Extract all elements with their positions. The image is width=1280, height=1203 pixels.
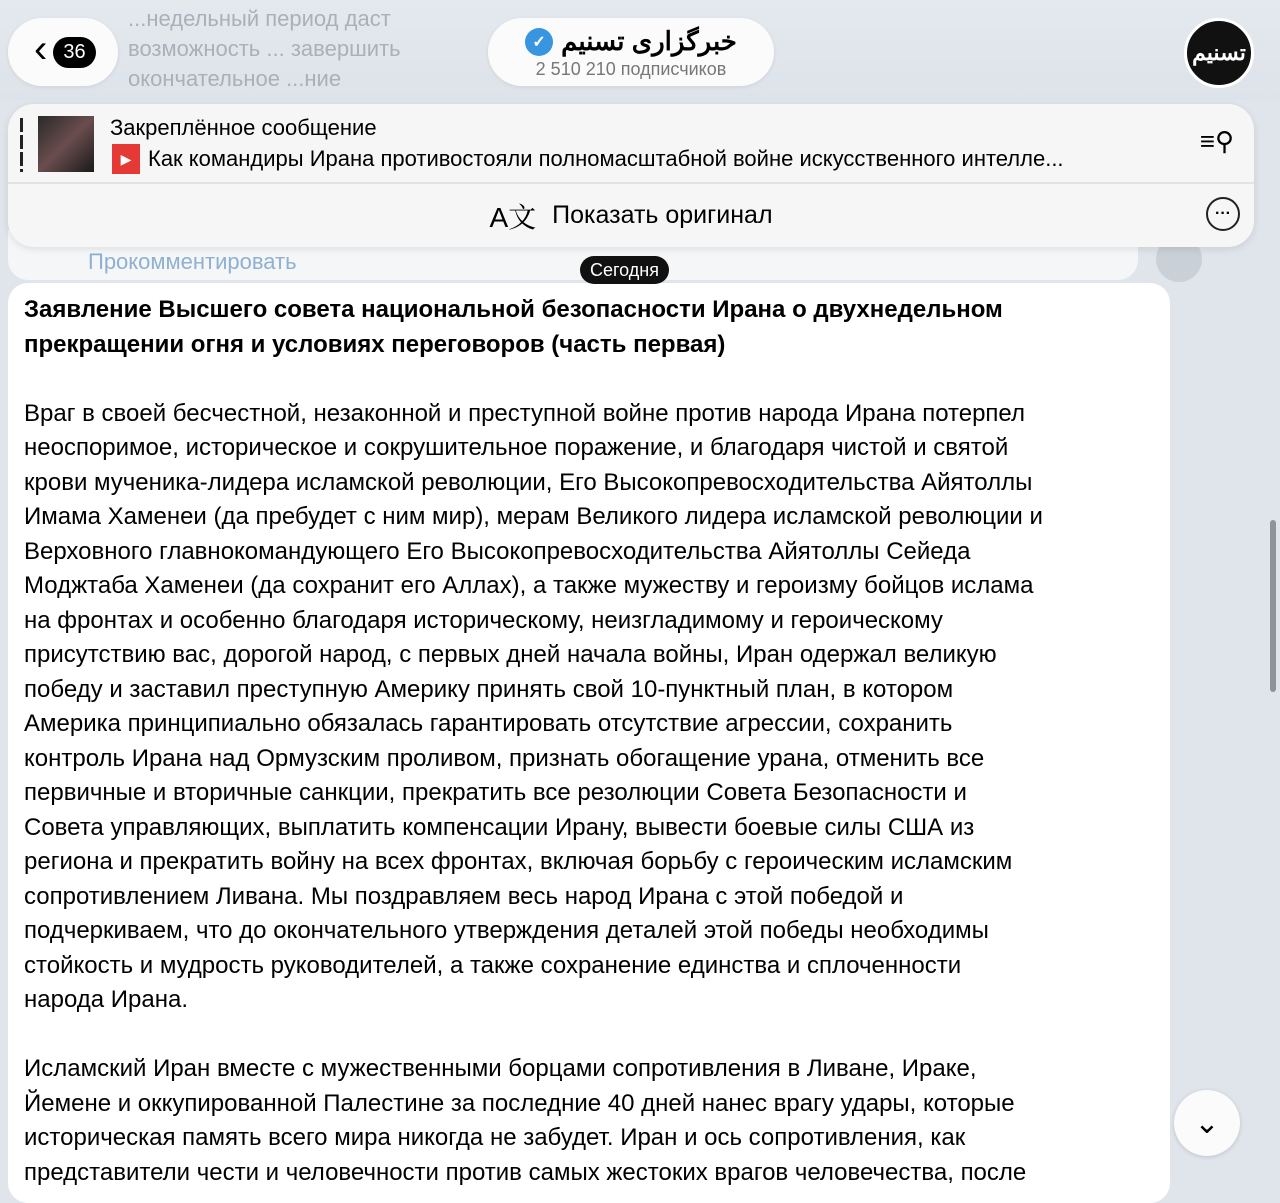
message-line: Верховного главнокомандующего Его Высокопревосходительства Айятоллы Сейеда	[24, 537, 971, 565]
pinned-thumbnail	[38, 116, 94, 172]
message-line: присутствию вас, дорогой народ, с первых дней начала войны, Иран одержал великую	[24, 641, 997, 668]
title-line: Заявление Высшего совета национальной безопасности Ирана о двухнедельном	[24, 296, 1003, 323]
message-paragraph	[24, 1052, 1154, 1190]
message-paragraph	[24, 397, 1154, 1018]
show-original-button[interactable]	[8, 184, 1254, 247]
top-panel	[8, 104, 1254, 247]
message-line: стойкость и мудрость руководителей, а также сохранение единства и сплоченности	[24, 951, 962, 979]
message-bubble	[8, 283, 1170, 1203]
message-line: первичные и вторичные санкции, прекратить все резолюции Совета Безопасности и	[24, 779, 967, 806]
message-line: Имама Хаменеи (да пребудет с ним мир), мерам Великого лидера исламской революции и	[24, 503, 1043, 530]
message-line: крови мученика-лидера исламской революции, Его Высокопревосходительства Айятоллы	[24, 468, 1033, 496]
message-line: региона и прекратить войну на всех фронтах, включая борьбу с героическим исламским	[24, 848, 1013, 875]
message-line: народа Ирана.	[24, 986, 189, 1013]
message-line: Йемене и оккупированной Палестине за последние 40 дней нанес врагу удары, которые	[24, 1089, 1015, 1117]
unread-count-badge: 36	[53, 37, 95, 68]
message-line: подчеркиваем, что до окончательного утверждения деталей этой победы необходимы	[24, 917, 989, 944]
message-line: Америка принципиально обязалась гарантировать отсутствие агрессии, сохранить	[24, 710, 953, 737]
chevron-down-icon: ⌄	[1194, 1106, 1220, 1140]
message-line: сопротивлением Ливана. Мы поздравляем весь народ Ирана с этой победой и	[24, 882, 904, 910]
avatar-logo: تسنیم	[1192, 40, 1246, 65]
message-line: на фронтах и особенно благодаря историческому, неизгладимому и героическому	[24, 606, 943, 634]
more-icon[interactable]: ···	[1206, 197, 1240, 231]
message-line: Совета управляющих, выплатить компенсации Ирану, вывести боевые силы США из	[24, 813, 975, 841]
message-line: Моджтаба Хаменеи (да сохранит его Аллах), а также мужеству и героизму бойцов ислама	[24, 572, 1034, 599]
title-line: прекращении огня и условиях переговоров (часть первая)	[24, 330, 726, 358]
comment-link[interactable]: Прокомментировать	[88, 249, 297, 274]
scroll-down-button[interactable]	[1174, 1090, 1240, 1156]
channel-name: خبرگزاری تسنیم	[561, 26, 737, 56]
scrollbar[interactable]	[1270, 520, 1276, 692]
message-line: контроль Ирана над Ормузским проливом, признать обогащение урана, отменить все	[24, 744, 985, 772]
pinned-label: Закреплённое сообщение	[110, 115, 377, 140]
pinned-message-bar[interactable]	[8, 104, 1254, 184]
channel-avatar[interactable]	[1184, 18, 1254, 88]
chevron-left-icon: ‹	[34, 27, 48, 71]
back-button[interactable]	[8, 18, 118, 86]
message-line: Исламский Иран вместе с мужественными борцами сопротивления в Ливане, Ираке,	[24, 1055, 977, 1082]
message-line: Враг в своей бесчестной, незаконной и преступной войне против народа Ирана потерпел	[24, 399, 1025, 427]
message-line: историческая память всего мира никогда не забудет. Иран и ось сопротивления, как	[24, 1124, 966, 1151]
message-title	[24, 293, 1154, 362]
channel-title[interactable]	[488, 18, 774, 86]
pinned-indicator	[20, 118, 23, 172]
message-line: неоспоримое, историческое и сокрушительное поражение, и благодаря чистой и святой	[24, 434, 1009, 461]
date-badge: Сегодня	[580, 256, 669, 284]
video-icon: ▶	[112, 144, 140, 174]
translate-icon: A文	[489, 201, 537, 233]
pinned-text: Как командиры Ирана противостояли полномасштабной войне искусственного интелле...	[148, 146, 1064, 171]
show-original-label: Показать оригинал	[552, 201, 773, 229]
message-line: победу и заставил преступную Америку принять свой 10-пунктный план, в котором	[24, 675, 954, 703]
previous-message-text-blurred: ...недельный период даст возможность ... завершить окончательное ...ние	[128, 6, 401, 91]
pin-list-icon[interactable]: ≡⚲	[1199, 126, 1234, 156]
message-line: представители чести и человечности против самых жестоких врагов человечества, после	[24, 1158, 1027, 1186]
subscriber-count: 2 510 210 подписчиков	[535, 59, 727, 79]
verified-icon: ✓	[525, 28, 553, 56]
